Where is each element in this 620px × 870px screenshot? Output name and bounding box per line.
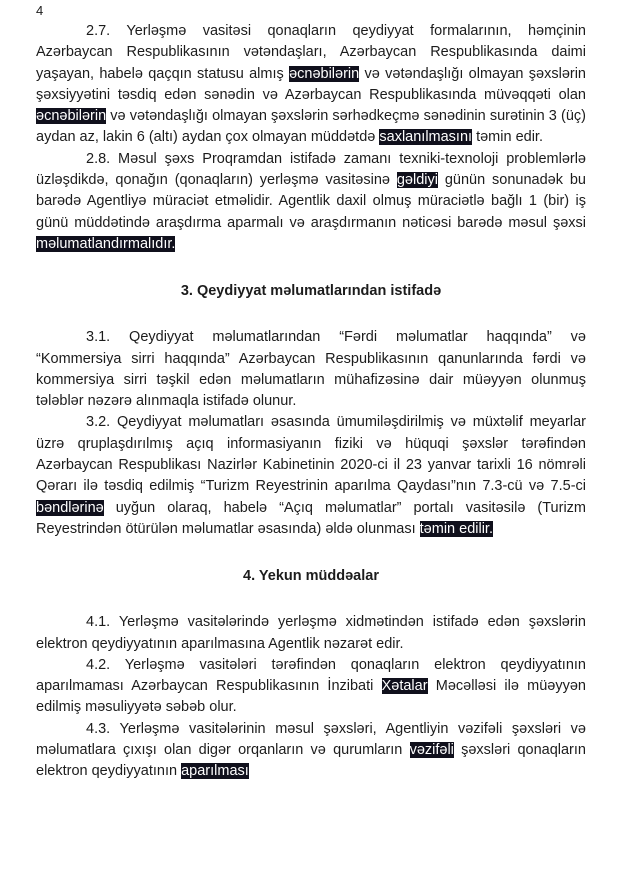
document-body: [36, 21, 586, 783]
highlighted-text: bəndlərinə: [36, 499, 104, 516]
section-heading: 3. Qeydiyyat məlumatlarından istifadə: [180, 283, 442, 300]
paragraph: [36, 655, 586, 719]
text-run: 4.2. Yerləşmə vasitələri tərəfindən qonaqların elektron qeydiyyatının aparılmaması Azərbaycan Respublikasının İnzibati: [36, 656, 586, 695]
paragraph: [36, 412, 586, 540]
highlighted-text: gəldiyi: [396, 172, 438, 189]
text-run: 2.7. Yerləşmə vasitəsi qonaqların qeydiyyat formalarının, həmçinin Azərbaycan Respublikasının vətəndaşları, Azərbaycan Respublikasında daimi yaşayan, habelə qaçqın statusu almış: [36, 23, 586, 82]
paragraph: [36, 149, 586, 255]
text-run: və vətəndaşlığı olmayan şəxslərin şəxsiyyətini təsdiq edən sənədin və Azərbaycan Respublikasında müvəqqəti olan: [36, 65, 586, 103]
text-run: şəxsləri qonaqların elektron qeydiyyatının: [36, 742, 586, 780]
paragraph: [36, 327, 586, 412]
highlighted-text: vəzifəli: [409, 742, 454, 759]
text-run: 2.8. Məsul şəxs Proqramdan istifadə zamanı texniki-texnoloji problemlərlə üzləşdikdə, qonağın (qonaqların) yerləşmə vasitəsinə: [36, 150, 586, 189]
highlighted-text: məlumatlandırmalıdır.: [36, 235, 176, 252]
text-run: 4.3. Yerləşmə vasitələrinin məsul şəxsləri, Agentliyin vəzifəli şəxsləri və məlumatlara çıxışı olan digər orqanların və qurumların: [36, 720, 586, 759]
text-run: 3.1. Qeydiyyat məlumatlarından “Fərdi məlumatlar haqqında” və “Kommersiya sirri haqqında” Azərbaycan Respublikasının qanunlarında fərdi və kommersiya sirri təşkil edən məlumatların mühafizəsinə dair müəyyən olunmuş tələblər nəzərə alınmaqla istifadə olunur.: [36, 329, 586, 410]
text-run: 3.2. Qeydiyyat məlumatları əsasında ümumiləşdirilmiş və müxtəlif meyarlar üzrə qruplaşdırılmış açıq informasiyanın fiziki və hüquqi şəxslər tərəfindən Azərbaycan Respublikası Nazirlər Kabinetinin 2020-ci il 23 yanvar tarixli 16 nömrəli Qərarı ilə təsdiq edilmiş “Turizm Reyestrinin aparılma Qaydası”nın 7.3-cü və 7.5-ci: [36, 414, 586, 495]
highlighted-text: əcnəbilərin: [36, 108, 107, 125]
paragraph: [36, 719, 586, 783]
highlighted-text: saxlanılmasını: [379, 129, 473, 146]
text-run: və vətəndaşlığı olmayan şəxslərin sərhədkeçmə sənədinin surətinin 3 (üç) aydan az, lakin 6 (altı) aydan çox olmayan müddətdə: [36, 108, 586, 146]
paragraph: [36, 612, 586, 655]
highlighted-text: əcnəbilərin: [289, 65, 360, 82]
highlighted-text: aparılması: [181, 763, 249, 780]
page-number: 4: [36, 3, 44, 18]
section-heading: 4. Yekun müddəalar: [243, 568, 379, 585]
paragraph: [36, 21, 586, 149]
highlighted-text: Xətalar: [381, 678, 428, 695]
text-run: günün sonunadək bu barədə Agentliyə müraciət etməlidir. Agentlik daxil olmuş müraciətlə bağlı 1 (bir) iş günü müddətində araşdırma aparmalı və araşdırmanın nəticəsi barədə məsul şəxsi: [36, 172, 586, 231]
text-run: təmin edir.: [472, 129, 543, 146]
text-run: 4.1. Yerləşmə vasitələrində yerləşmə xidmətindən istifadə edən şəxslərin elektron qeydiyyatının aparılmasına Agentlik nəzarət edir.: [36, 614, 586, 652]
highlighted-text: təmin edilir.: [419, 520, 493, 537]
text-run: Məcəlləsi ilə müəyyən edilmiş məsuliyyətə səbəb olur.: [36, 678, 586, 716]
text-run: uyğun olaraq, habelə “Açıq məlumatlar” portalı vasitəsilə (Turizm Reyestrindən ötürülən məlumatlar əsasında) əldə olunması: [36, 499, 586, 537]
